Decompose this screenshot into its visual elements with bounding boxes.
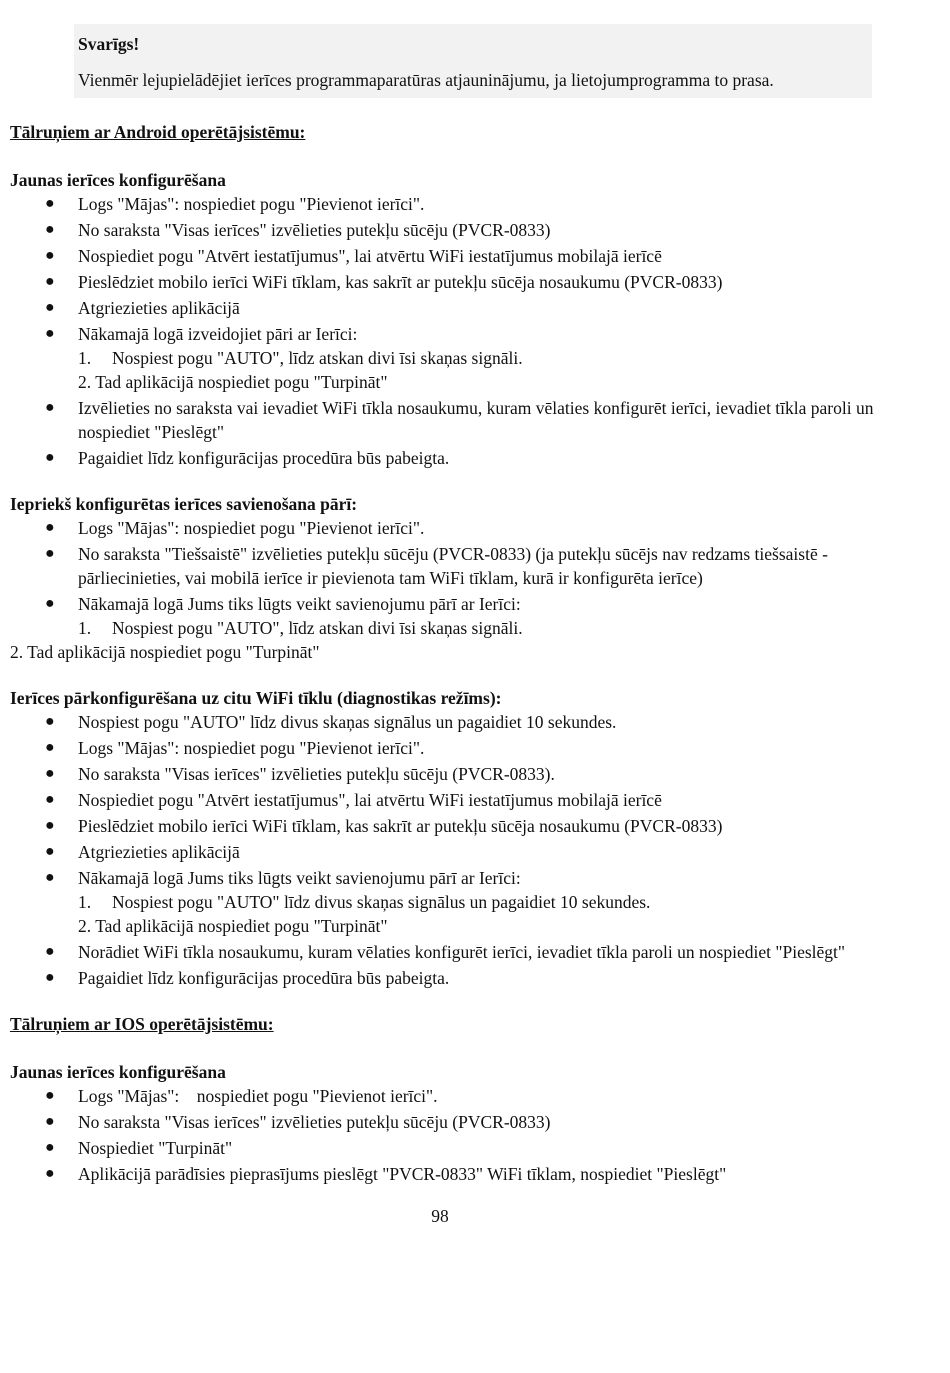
list-item: ● No saraksta "Visas ierīces" izvēlieties putekļu sūcēju (PVCR-0833). bbox=[45, 764, 555, 784]
bullet-icon: ● bbox=[45, 739, 55, 756]
bullet-icon: ● bbox=[45, 969, 55, 986]
bullet-icon: ● bbox=[45, 791, 55, 808]
step-list bbox=[78, 890, 910, 938]
bullet-icon: ● bbox=[45, 1087, 55, 1104]
bullet-icon: ● bbox=[45, 1139, 55, 1156]
step-item: 2. Tad aplikācijā nospiediet pogu "Turpināt" bbox=[78, 916, 388, 936]
list-item: ● Atgriezieties aplikācijā bbox=[45, 842, 240, 862]
ios-heading: Tālruņiem ar IOS operētājsistēmu: bbox=[10, 1014, 274, 1034]
bullet-icon: ● bbox=[45, 273, 55, 290]
bullet-icon: ● bbox=[45, 817, 55, 834]
bullet-icon: ● bbox=[45, 1113, 55, 1130]
bullet-icon: ● bbox=[45, 713, 55, 730]
bullet-icon: ● bbox=[45, 1165, 55, 1182]
list-item: ● Nākamajā logā izveidojiet pāri ar Ierīci: 1. Nospiest pogu "AUTO", līdz atskan divi īsi skaņas signāli. 2. Tad aplikācijā nospiediet pogu "Turpināt" bbox=[10, 322, 910, 394]
bullet-icon: ● bbox=[45, 399, 55, 416]
list-item: ● Pagaidiet līdz konfigurācijas procedūra būs pabeigta. bbox=[45, 448, 450, 468]
android-new-device-list bbox=[10, 192, 910, 470]
list-item: ● Aplikācijā parādīsies pieprasījums pieslēgt "PVCR-0833" WiFi tīklam, nospiediet "Pieslēgt" bbox=[45, 1164, 727, 1184]
document-body bbox=[10, 120, 910, 1208]
list-item: ● Pieslēdziet mobilo ierīci WiFi tīklam, kas sakrīt ar putekļu sūcēja nosaukumu (PVCR-0833) bbox=[45, 272, 723, 292]
note-text: Vienmēr lejupielādējiet ierīces programmaparatūras atjauninājumu, ja lietojumprogramma to prasa. bbox=[78, 70, 774, 90]
bullet-icon: ● bbox=[45, 765, 55, 782]
bullet-icon: ● bbox=[45, 449, 55, 466]
step-item: 2. Tad aplikācijā nospiediet pogu "Turpināt" bbox=[78, 372, 388, 392]
list-item: ● Nospiest pogu "AUTO" līdz divus skaņas signālus un pagaidiet 10 sekundes. bbox=[45, 712, 617, 732]
list-item: ● Logs "Mājas": nospiediet pogu "Pievienot ierīci". bbox=[45, 738, 425, 758]
list-item: ● Nospiediet pogu "Atvērt iestatījumus", lai atvērtu WiFi iestatījumus mobilajā ierīcē bbox=[45, 790, 662, 810]
list-item: ● Norādiet WiFi tīkla nosaukumu, kuram vēlaties konfigurēt ierīci, ievadiet tīkla paroli un nospiediet "Pieslēgt" bbox=[45, 942, 846, 962]
android-reconfig-title: Ierīces pārkonfigurēšana uz citu WiFi tīklu (diagnostikas režīms): bbox=[10, 688, 502, 708]
list-item: ● No saraksta "Tiešsaistē" izvēlieties putekļu sūcēju (PVCR-0833) (ja putekļu sūcējs nav redzams tiešsaistē - pārliecinieties, vai mobilā ierīce ir pievienota tam WiFi tīklam, kurā ir konfigurēta ierīce) bbox=[45, 544, 828, 588]
step-list bbox=[78, 346, 910, 394]
list-item: ● Nākamajā logā Jums tiks lūgts veikt savienojumu pārī ar Ierīci: 1. Nospiest pogu "AUTO" līdz divus skaņas signālus un pagaidiet 10 sekundes. 2. Tad aplikācijā nospiediet pogu "Turpināt" bbox=[10, 866, 910, 938]
bullet-icon: ● bbox=[45, 299, 55, 316]
step-list bbox=[78, 616, 910, 640]
step-item: 1. Nospiest pogu "AUTO", līdz atskan divi īsi skaņas signāli. bbox=[78, 348, 523, 368]
bullet-icon: ● bbox=[45, 943, 55, 960]
bullet-icon: ● bbox=[45, 545, 55, 562]
ios-new-device-list bbox=[10, 1084, 910, 1186]
android-new-device-title: Jaunas ierīces konfigurēšana bbox=[10, 170, 226, 190]
step-item: 1. Nospiest pogu "AUTO", līdz atskan divi īsi skaņas signāli. bbox=[78, 618, 523, 638]
bullet-icon: ● bbox=[45, 221, 55, 238]
list-item: ● No saraksta "Visas ierīces" izvēlieties putekļu sūcēju (PVCR-0833) bbox=[45, 1112, 551, 1132]
important-note bbox=[74, 24, 872, 98]
list-item: ● Izvēlieties no saraksta vai ievadiet WiFi tīkla nosaukumu, kuram vēlaties konfigurēt ierīci, ievadiet tīkla paroli un nospiediet "Pieslēgt" bbox=[45, 398, 874, 442]
page-number: 98 bbox=[431, 1206, 449, 1226]
android-paired-list bbox=[10, 516, 910, 640]
list-item: ● Logs "Mājas": nospiediet pogu "Pievienot ierīci". bbox=[45, 1086, 438, 1106]
list-item: ● Pieslēdziet mobilo ierīci WiFi tīklam, kas sakrīt ar putekļu sūcēja nosaukumu (PVCR-0833) bbox=[45, 816, 723, 836]
bullet-icon: ● bbox=[45, 869, 55, 886]
bullet-icon: ● bbox=[45, 325, 55, 342]
list-item: ● Nākamajā logā Jums tiks lūgts veikt savienojumu pārī ar Ierīci: 1. Nospiest pogu "AUTO", līdz atskan divi īsi skaņas signāli. bbox=[10, 592, 910, 640]
list-item: ● Atgriezieties aplikācijā bbox=[45, 298, 240, 318]
list-item: ● Nospiediet "Turpināt" bbox=[45, 1138, 233, 1158]
list-item: ● Nospiediet pogu "Atvērt iestatījumus", lai atvērtu WiFi iestatījumus mobilajā ierīcē bbox=[45, 246, 662, 266]
bullet-icon: ● bbox=[45, 519, 55, 536]
outdented-step: 2. Tad aplikācijā nospiediet pogu "Turpināt" bbox=[10, 642, 320, 662]
list-item: ● No saraksta "Visas ierīces" izvēlieties putekļu sūcēju (PVCR-0833) bbox=[45, 220, 551, 240]
list-item: ● Pagaidiet līdz konfigurācijas procedūra būs pabeigta. bbox=[45, 968, 450, 988]
note-title: Svarīgs! bbox=[78, 34, 140, 54]
step-item: 1. Nospiest pogu "AUTO" līdz divus skaņas signālus un pagaidiet 10 sekundes. bbox=[78, 892, 651, 912]
android-paired-title: Iepriekš konfigurētas ierīces savienošana pārī: bbox=[10, 494, 358, 514]
android-reconfig-list bbox=[10, 710, 910, 990]
android-heading: Tālruņiem ar Android operētājsistēmu: bbox=[10, 122, 306, 142]
bullet-icon: ● bbox=[45, 595, 55, 612]
bullet-icon: ● bbox=[45, 843, 55, 860]
list-item: ● Logs "Mājas": nospiediet pogu "Pievienot ierīci". bbox=[45, 518, 425, 538]
bullet-icon: ● bbox=[45, 195, 55, 212]
bullet-icon: ● bbox=[45, 247, 55, 264]
ios-new-device-title: Jaunas ierīces konfigurēšana bbox=[10, 1062, 226, 1082]
list-item: ● Logs "Mājas": nospiediet pogu "Pievienot ierīci". bbox=[45, 194, 425, 214]
